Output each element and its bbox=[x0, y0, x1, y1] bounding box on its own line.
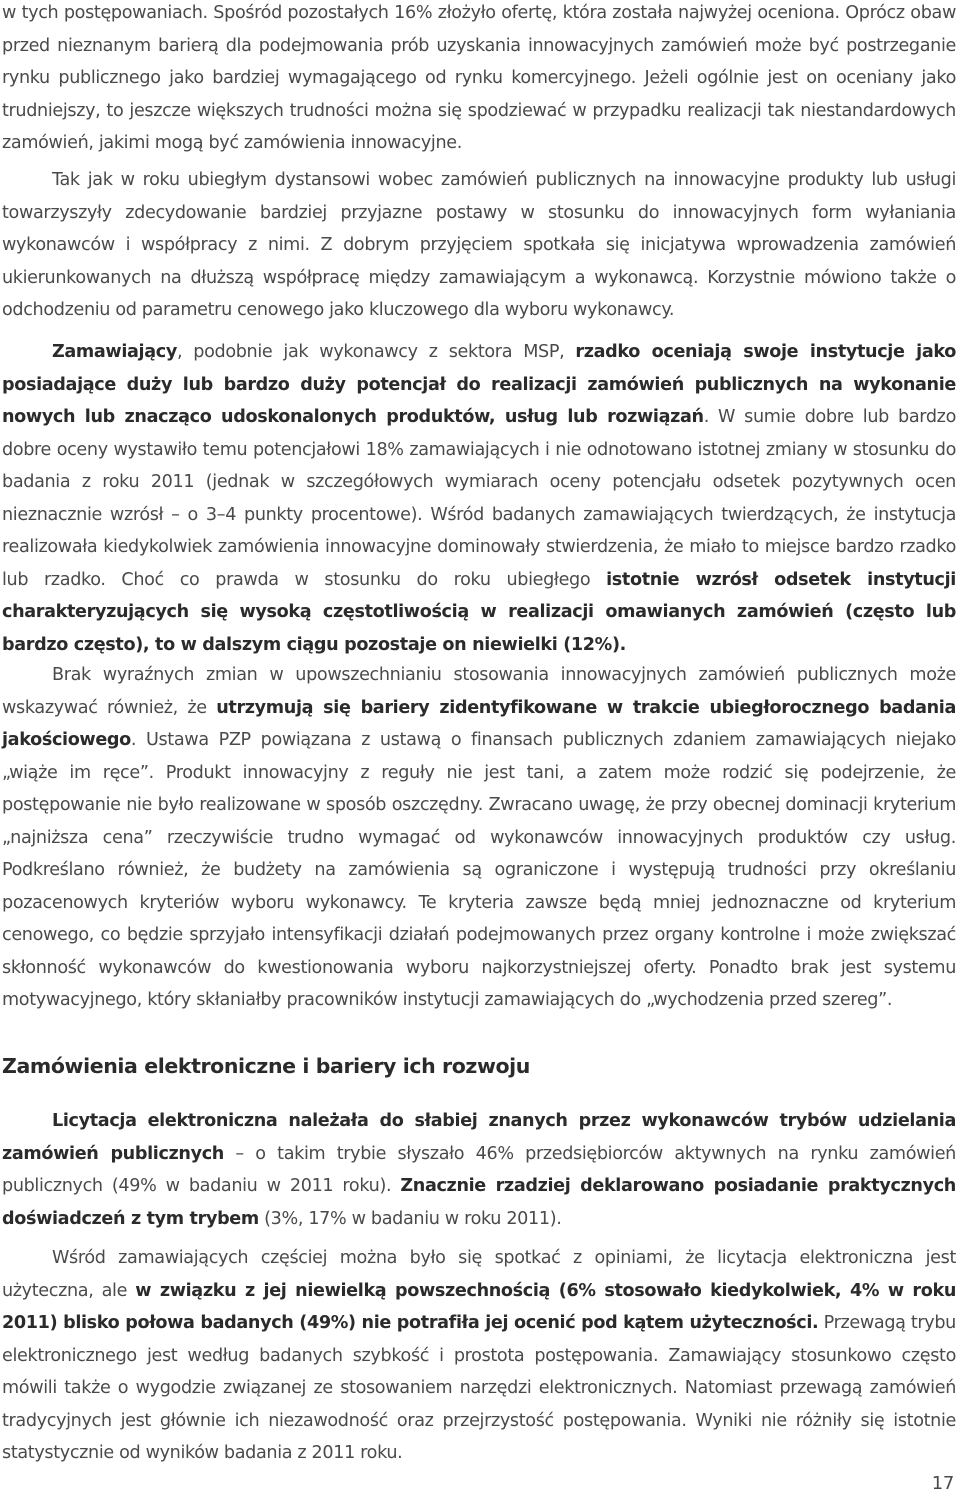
paragraph-4-bold-1: utrzymują się bariery zidentyfikowane w trakcie ubiegłorocznego badania jakościowego bbox=[2, 697, 956, 750]
section-heading: Zamówienia elektroniczne i bariery ich rozwoju bbox=[2, 1054, 531, 1078]
page-number: 17 bbox=[931, 1473, 954, 1494]
paragraph-4-text-2: . Ustawa PZP powiązana z ustawą o finansach publicznych zdaniem zamawiających niejako „wiąże im ręce”. Produkt innowacyjny z reguły nie jest tani, a zatem może rodzić się podejrzenie, że postępowanie nie było realizowane w sposób oszczędny. Zwracano uwagę, że przy obecnej dominacji kryterium „najniższa cena” rzeczywiście trudno wymagać od wykonawców innowacyjnych produktów czy usług. Podkreślano również, że budżety na zamówienia są ograniczone i występują trudności przy określaniu pozacenowych kryteriów wyboru wykonawcy. Te kryteria zawsze będą mniej jednoznaczne od kryterium cenowego, co będzie sprzyjało intensyfikacji działań podejmowanych przez organy kontrolne i może zwiększać skłonność wykonawców do kwestionowania wyboru najkorzystniejszej oferty. Ponadto brak jest systemu motywacyjnego, który skłaniałby pracowników instytucji zamawiających do „wychodzenia przed szereg”. bbox=[2, 730, 956, 1010]
paragraph-1-text: w tych postępowaniach. Spośród pozostałych 16% złożyło ofertę, która została najwyżej oceniona. Oprócz obaw przed nieznanym barierą dla podejmowania prób uzyskania innowacyjnych zamówień może być postrzeganie rynku publicznego jako bardziej wymagającego od rynku komercyjnego. Jeżeli ogólnie jest on oceniany jako trudniejszy, to jeszcze większych trudności można się spodziewać w przypadku realizacji tak niestandardowych zamówień, jakimi mogą być zamówienia innowacyjne. bbox=[2, 3, 956, 153]
paragraph-5 bbox=[2, 1105, 956, 1235]
paragraph-5-text-2: (3%, 17% w badaniu w roku 2011). bbox=[258, 1208, 562, 1229]
paragraph-5-bold-2: Znacznie rzadziej deklarowano posiadanie praktycznych doświadczeń z tym trybem bbox=[2, 1176, 956, 1229]
paragraph-6-bold-1: w związku z jej niewielką powszechnością (6% stosowało kiedykolwiek, 4% w roku 2011) blisko połowa badanych (49%) nie potrafiła jej ocenić pod kątem użyteczności. bbox=[2, 1280, 957, 1333]
paragraph-6-text-2: Przewagą trybu elektronicznego jest według badanych szybkość i prostota postępowania. Zamawiający stosunkowo często mówili także o wygodzie związanej ze stosowaniem narzędzi elektronicznych. Natomiast przewagą zamówień tradycyjnych jest głównie ich niezawodność oraz przejrzystość postępowania. Wyniki nie różniły się istotnie statystycznie od wyników badania z 2011 roku. bbox=[2, 1313, 956, 1463]
paragraph-3-text-1: , podobnie jak wykonawcy z sektora MSP, bbox=[176, 342, 576, 362]
paragraph-6-text-1: Wśród zamawiających częściej można było się spotkać z opiniami, że licytacja elektroniczna jest użyteczna, ale bbox=[2, 1248, 956, 1301]
paragraph-2-text: Tak jak w roku ubiegłym dystansowi wobec zamówień publicznych na innowacyjne produkty lub usługi towarzyszyły zdecydowanie bardziej przyjazne postawy w stosunku do innowacyjnych form wyłaniania wykonawców i współpracy z nimi. Z dobrym przyjęciem spotkała się inicjatywa wprowadzenia zamówień ukierunkowanych na dłuższą współpracę między zamawiającym a wykonawcą. Korzystnie mówiono także o odchodzeniu od parametru cenowego jako kluczowego dla wyboru wykonawcy. bbox=[2, 170, 956, 320]
paragraph-5-bold-1: Licytacja elektroniczna należała do słabiej znanych przez wykonawców trybów udzielania zamówień publicznych bbox=[2, 1111, 956, 1164]
paragraph-5-text-1: – o takim trybie słyszało 46% przedsiębiorców aktywnych na rynku zamówień publicznych (49% w badaniu w 2011 roku). bbox=[2, 1143, 956, 1196]
paragraph-4-text-1: Brak wyraźnych zmian w upowszechnianiu stosowania innowacyjnych zamówień publicznych może wskazywać również, że bbox=[2, 665, 956, 718]
paragraph-3 bbox=[2, 336, 956, 661]
paragraph-2 bbox=[2, 164, 956, 327]
paragraph-1 bbox=[2, 0, 956, 160]
paragraph-3-text-2: . W sumie dobre lub bardzo dobre oceny wystawiło temu potencjałowi 18% zamawiających i nie odnotowano istotnej zmiany w stosunku do badania z roku 2011 (jednak w szczegółowych wymiarach oceny potencjału odsetek pozytywnych ocen nieznacznie wzrósł – o 3–4 punkty procentowe). Wśród badanych zamawiających twierdzących, że instytucja realizowała kiedykolwiek zamówienia innowacyjne dominowały stwierdzenia, że miało to miejsce bardzo rzadko lub rzadko. Choć co prawda w stosunku do roku ubiegłego bbox=[2, 407, 956, 590]
paragraph-6 bbox=[2, 1242, 956, 1470]
paragraph-3-bold-2: rzadko oceniają swoje instytucje jako posiadające duży lub bardzo duży potencjał do realizacji zamówień publicznych na wykonanie nowych lub znacząco udoskonalonych produktów, usług lub rozwiązań bbox=[2, 342, 956, 427]
paragraph-3-bold-3: istotnie wzrósł odsetek instytucji charakteryzujących się wysoką częstotliwością w realizacji omawianych zamówień (często lub bardzo często), to w dalszym ciągu pozostaje on niewielki (12%). bbox=[2, 569, 956, 655]
paragraph-4 bbox=[2, 659, 956, 1017]
paragraph-3-bold-1: Zamawiający bbox=[52, 342, 177, 362]
